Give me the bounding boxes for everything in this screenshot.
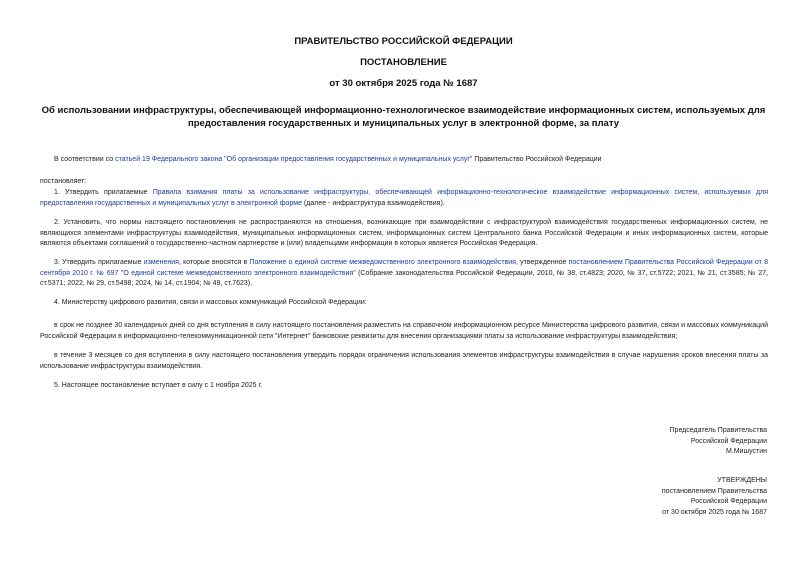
item-3-text: (Собрание законодательства Российской Федерации, 2010, № 38, ст.4823; 2020, № 37, ст.5722; 2021, № 21, ст.3585; № 27, ст.5371; 2022, № 29, ст.5498; 2024, № 14, ст.1904; № 49, ст.7623). (40, 269, 768, 287)
item-3-text: , утвержденное (515, 259, 569, 266)
decides-paragraph: постановляет: (40, 178, 87, 185)
item-1-text: 1. Утвердить прилагаемые (54, 189, 153, 196)
title-line: предоставления государственных и муниципальных услуг в электронной форме, за плату (188, 118, 619, 129)
title-line: Об использовании инфраструктуры, обеспечивающей информационно-технологическое взаимодействие информационных систем, используемых для (41, 105, 766, 116)
changes-link[interactable]: изменения (143, 259, 179, 266)
approval-heading: УТВЕРЖДЕНЫ (717, 477, 767, 484)
item-3-text: , которые вносятся в (178, 259, 250, 266)
preamble-paragraph (40, 155, 768, 166)
date-number-heading: от 30 октября 2025 года № 1687 (329, 78, 478, 89)
item-5-paragraph: 5. Настоящее постановление вступает в силу с 1 ноября 2025 г. (54, 382, 263, 389)
preamble-text: Правительство Российской Федерации (472, 156, 602, 163)
resolution-697-link[interactable]: постановлением Правительства Российской Федерации от 8 сентября 2010 г. № 697 "О единой системе межведомственного электронного взаимодействия" (40, 259, 768, 277)
item-1-paragraph (40, 188, 768, 209)
signature-position: Председатель Правительства (669, 427, 767, 434)
approval-date: от 30 октября 2025 года № 1687 (662, 508, 767, 516)
document-type-heading: ПОСТАНОВЛЕНИЕ (360, 57, 447, 68)
approval-line: постановлением Правительства (661, 487, 767, 495)
document-title (40, 104, 767, 130)
regulation-link[interactable]: Положение о единой системе межведомственного электронного взаимодействия (249, 259, 516, 266)
item-1-text: (далее - инфраструктура взаимодействия). (301, 199, 445, 207)
approval-block (662, 476, 767, 518)
signature-block (670, 426, 767, 458)
signature-name: М.Мишустин (725, 448, 767, 455)
preamble-text: В соответствии со (54, 156, 116, 163)
item-4a-paragraph: в срок не позднее 30 календарных дней со дня вступления в силу настоящего постановления разместить на справочном информационном ресурсе Министерства цифрового развития, связи и массовых коммуникаций Российской Федерации в информационно-телекоммуникационной сети "Интернет" банковские реквизиты для внесения организациями платы за использование инфраструктуры взаимодействия; (40, 322, 768, 340)
item-3-paragraph (40, 258, 768, 290)
item-4-paragraph: 4. Министерству цифрового развития, связи и массовых коммуникаций Российской Федерации: (54, 299, 367, 306)
item-2-paragraph: 2. Установить, что нормы настоящего постановления не распространяются на отношения, возникающие при взаимодействии с инфраструктурой взаимодействия государственных информационных систем, не являющихся элементами инфраструктуры взаимодействия, муниципальных информационных систем, информационных систем Центрального банка Российской Федерации и иных информационных систем, которые являются объектами соглашений о государственно-частном партнерстве и (или) владельцами информации в которых является Российская Федерация. (40, 219, 768, 247)
federal-law-link[interactable]: статьей 19 Федерального закона "Об организации предоставления государственных и муниципальных услуг" (115, 156, 473, 163)
rules-link[interactable]: Правила взимания платы за использование инфраструктуры, обеспечивающей информационно-технологическое взаимодействие информационных систем, используемых для предоставления государственных и муниципальных услуг в электронной форме (40, 189, 768, 207)
item-4b-paragraph: в течение 3 месяцев со дня вступления в силу настоящего постановления утвердить порядок ограничения использования элементов инфраструктуры взаимодействия в случае нарушения сроков внесения платы за использование инфраструктуры взаимодействия. (40, 352, 768, 370)
government-heading: ПРАВИТЕЛЬСТВО РОССИЙСКОЙ ФЕДЕРАЦИИ (294, 36, 513, 47)
signature-country: Российской Федерации (690, 437, 767, 445)
approval-line: Российской Федерации (690, 498, 767, 505)
item-3-text: 3. Утвердить прилагаемые (54, 259, 144, 266)
